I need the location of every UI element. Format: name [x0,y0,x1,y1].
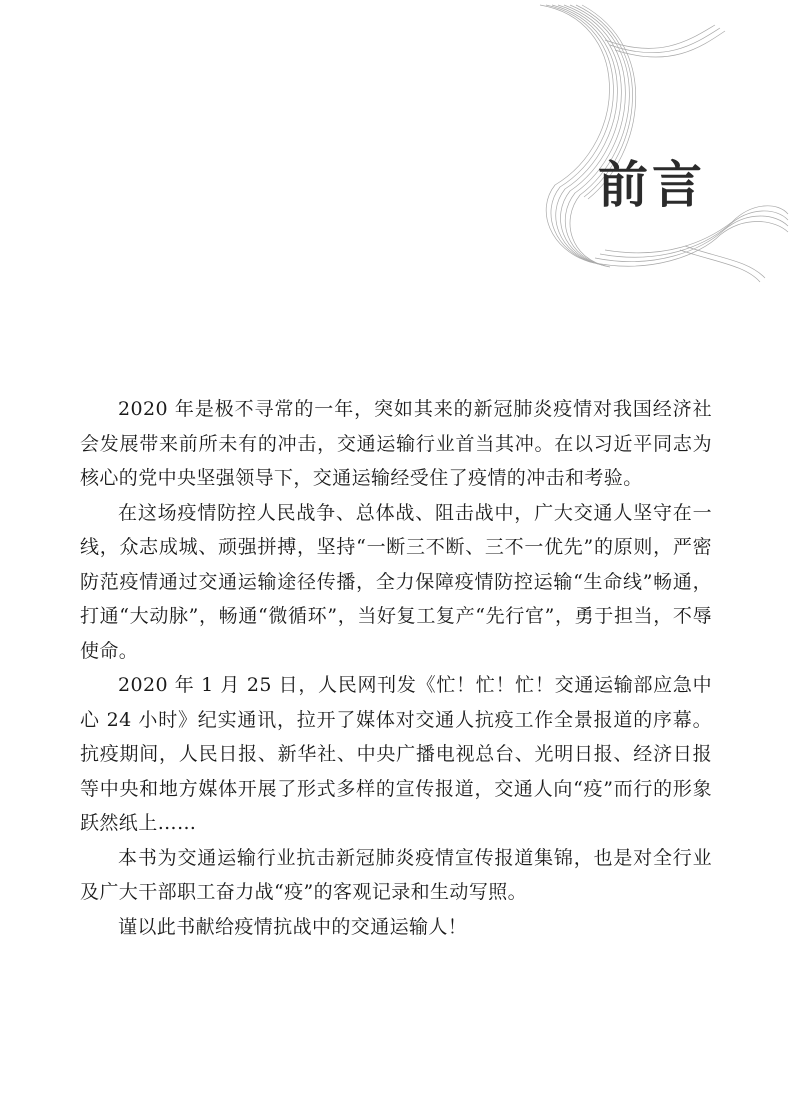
paragraph-5: 谨以此书献给疫情抗战中的交通运输人！ [118,915,468,938]
preface-body [80,392,712,944]
paragraph-4: 本书为交通运输行业抗击新冠肺炎疫情宣传报道集锦，也是对全行业及广大干部职工奋力战“疫”的客观记录和生动写照。 [80,846,712,903]
paragraph-2: 在这场疫情防控人民战争、总体战、阻击战中，广大交通人坚守在一线，众志成城、顽强拼搏，坚持“一断三不断、三不一优先”的原则，严密防范疫情通过交通运输途径传播，全力保障疫情防控运输“生命线”畅通，打通“大动脉”，畅通“微循环”，当好复工复产“先行官”，勇于担当，不辱使命。 [80,501,712,662]
paragraph-1: 2020 年是极不寻常的一年，突如其来的新冠肺炎疫情对我国经济社会发展带来前所未有的冲击，交通运输行业首当其冲。在以习近平同志为核心的党中央坚强领导下，交通运输经受住了疫情的冲击和考验。 [80,398,712,489]
page-title: 前言 [598,156,706,214]
decorative-leaf-ornament [480,0,790,290]
paragraph-3: 2020 年 1 月 25 日，人民网刊发《忙！忙！忙！交通运输部应急中心 24 小时》纪实通讯，拉开了媒体对交通人抗疫工作全景报道的序幕。抗疫期间，人民日报、新华社、中央广播电视总台、光明日报、经济日报等中央和地方媒体开展了形式多样的宣传报道，交通人向“疫”而行的形象跃然纸上…… [80,674,712,834]
